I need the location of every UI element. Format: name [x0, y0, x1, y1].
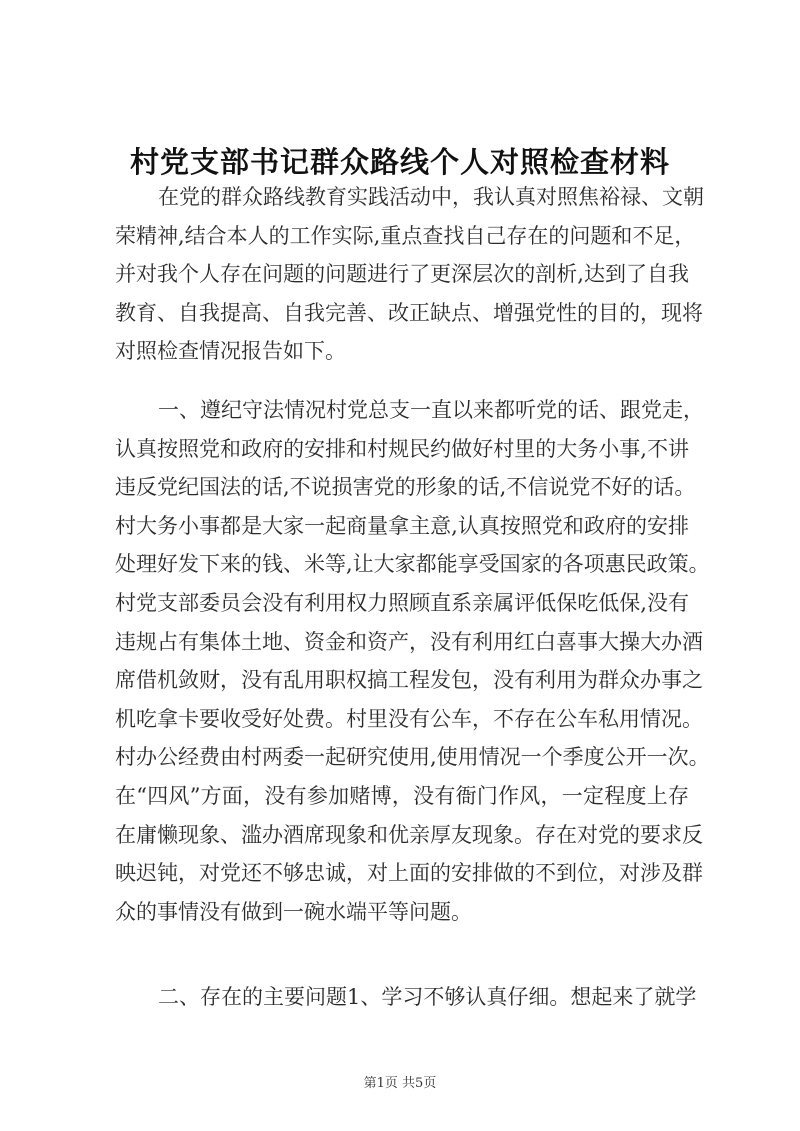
text-line: 二、存在的主要问题1、学习不够认真仔细。想起来了就学	[158, 985, 697, 1009]
text-line: 机吃拿卡要收受好处费。村里没有公车，不存在公车私用情况。	[115, 706, 703, 731]
text-line: 处理好发下来的钱、米等,让大家都能享受国家的各项惠民政策。	[115, 552, 710, 577]
text-line: 在党的群众路线教育实践活动中，我认真对照焦裕禄、文朝	[158, 185, 704, 209]
paragraph-section-2	[115, 978, 697, 1017]
paragraph-section-1	[115, 391, 710, 931]
text-line: 在庸懒现象、滥办酒席现象和优亲厚友现象。存在对党的要求反	[115, 822, 703, 847]
text-line: 村大务小事都是大家一起商量拿主意,认真按照党和政府的安排	[115, 513, 689, 538]
text-line: 席借机敛财，没有乱用职权搞工程发包，没有利用为群众办事之	[115, 668, 703, 693]
text-line: 众的事情没有做到一碗水端平等问题。	[115, 899, 472, 924]
text-line: 教育、自我提高、自我完善、改正缺点、增强党性的目的，现将	[115, 300, 703, 325]
text-line: 村党支部委员会没有利用权力照顾直系亲属评低保吃低保,没有	[115, 590, 689, 615]
text-line: 违反党纪国法的话,不说损害党的形象的话,不信说党不好的话。	[115, 475, 696, 500]
text-line: 映迟钝，对党还不够忠诚，对上面的安排做的不到位，对涉及群	[115, 861, 703, 886]
text-line: 违规占有集体土地、资金和资产，没有利用红白喜事大操大办酒	[115, 629, 703, 654]
text-line: 在“四风”方面，没有参加赌博，没有衙门作风，一定程度上存	[115, 783, 689, 808]
document-title: 村党支部书记群众路线个人对照检查材料	[129, 145, 670, 179]
text-line: 荣精神,结合本人的工作实际,重点查找自己存在的问题和不足，	[115, 223, 696, 248]
text-line: 对照检查情况报告如下。	[115, 339, 346, 364]
text-line: 一、遵纪守法情况村党总支一直以来都听党的话、跟党走，	[158, 398, 704, 422]
text-line: 认真按照党和政府的安排和村规民约做好村里的大务小事,不讲	[115, 436, 689, 461]
text-line: 村办公经费由村两委一起研究使用,使用情况一个季度公开一次。	[115, 745, 710, 770]
paragraph-intro	[115, 178, 704, 371]
page-footer: 第1页 共5页	[363, 1076, 437, 1091]
text-line: 并对我个人存在问题的问题进行了更深层次的剖析,达到了自我	[115, 262, 689, 287]
